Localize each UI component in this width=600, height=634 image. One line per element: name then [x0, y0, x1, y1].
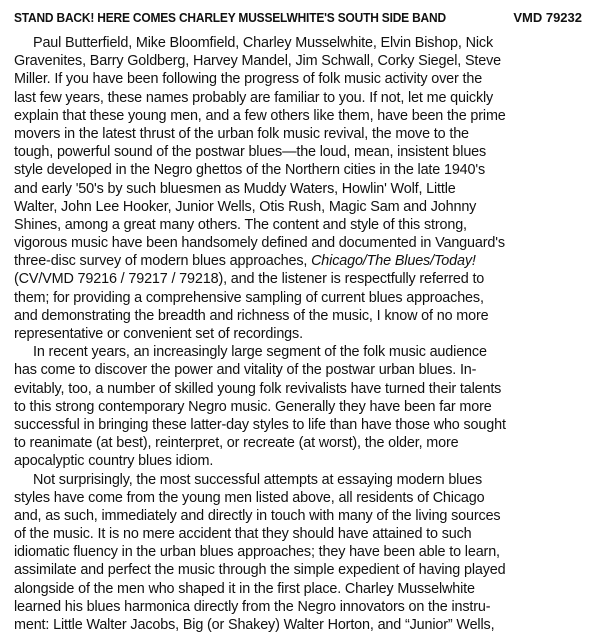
text-line: (CV/VMD 79216 / 79217 / 79218), and the listener is respectfully referred to	[14, 271, 485, 288]
text-line-with-title	[14, 252, 586, 270]
text-line: alongside of the men who shaped it in the first place. Charley Musselwhite	[14, 580, 475, 597]
collection-title: Chicago/The Blues/Today!	[311, 253, 476, 270]
text-line: learned his blues harmonica directly from the Negro innovators on the instru-	[14, 598, 491, 615]
text-line: vigorous music have been handsomely defined and documented in Vanguard's	[14, 235, 505, 252]
text-line: has come to discover the power and vitality of the postwar urban blues. In-	[14, 362, 477, 379]
text-line: assimilate and perfect the music through the simple expedient of having played	[14, 562, 506, 579]
text-line: Not surprisingly, the most successful attempts at essaying modern blues	[33, 471, 482, 488]
text-line: tough, powerful sound of the postwar blues—the loud, mean, insistent blues	[14, 144, 487, 161]
text-line: movers in the latest thrust of the urban folk music revival, the move to the	[14, 125, 469, 142]
text-line: Miller. If you have been following the progress of folk music activity over the	[14, 71, 483, 88]
text-line: and early '50's by such bluesmen as Muddy Waters, Howlin' Wolf, Little	[14, 180, 456, 197]
text-line: last few years, these names probably are familiar to you. If not, let me quickly	[14, 89, 494, 106]
text-line: three-disc survey of modern blues approaches,	[14, 253, 312, 270]
album-title: STAND BACK! HERE COMES CHARLEY MUSSELWHITE'S SOUTH SIDE BAND	[14, 10, 446, 25]
text-line: In recent years, an increasingly large segment of the folk music audience	[33, 344, 487, 361]
text-line: successful in bringing these latter-day styles to life than have those who sought	[14, 416, 506, 433]
text-line: Shines, among a great many others. The content and style of this strong,	[14, 216, 467, 233]
text-line: Walter, John Lee Hooker, Junior Wells, Otis Rush, Magic Sam and Johnny	[14, 198, 477, 215]
text-line: representative or convenient set of recordings.	[14, 326, 303, 342]
text-line: explain that these young men, and a few others like them, have been the prime	[14, 107, 506, 124]
text-line: evitably, too, a number of skilled young folk revivalists have turned their talents	[14, 380, 502, 397]
text-line: and, as such, immediately and directly in touch with many of the living sources	[14, 507, 501, 524]
text-line: and demonstrating the breadth and richness of the music, I know of no more	[14, 307, 489, 324]
text-line: Paul Butterfield, Mike Bloomfield, Charley Musselwhite, Elvin Bishop, Nick	[33, 35, 493, 51]
catalog-number: VMD 79232	[513, 10, 582, 25]
text-line: idiomatic fluency in the urban blues approaches; they have been able to learn,	[14, 544, 500, 561]
text-line: Gravenites, Barry Goldberg, Harvey Mandel, Jim Schwall, Corky Siegel, Steve	[14, 53, 502, 70]
text-line: apocalyptic country blues idiom.	[14, 453, 214, 470]
text-line: styles have come from the young men listed above, all residents of Chicago	[14, 489, 485, 506]
text-line: to this strong contemporary Negro music. Generally they have been far more	[14, 398, 492, 415]
text-line: style developed in the Negro ghettos of the Northern cities in the late 1940's	[14, 162, 486, 179]
text-line: ment: Little Walter Jacobs, Big (or Shakey) Walter Horton, and “Junior” Wells,	[14, 617, 495, 633]
text-line: to reanimate (at best), reinterpret, or recreate (at worst), the older, more	[14, 435, 459, 452]
page-header	[14, 10, 586, 30]
text-line: of the music. It is no mere accident that they should have attained to such	[14, 526, 472, 543]
text-line: them; for providing a comprehensive sampling of current blues approaches,	[14, 289, 484, 306]
liner-notes-body	[14, 34, 586, 634]
